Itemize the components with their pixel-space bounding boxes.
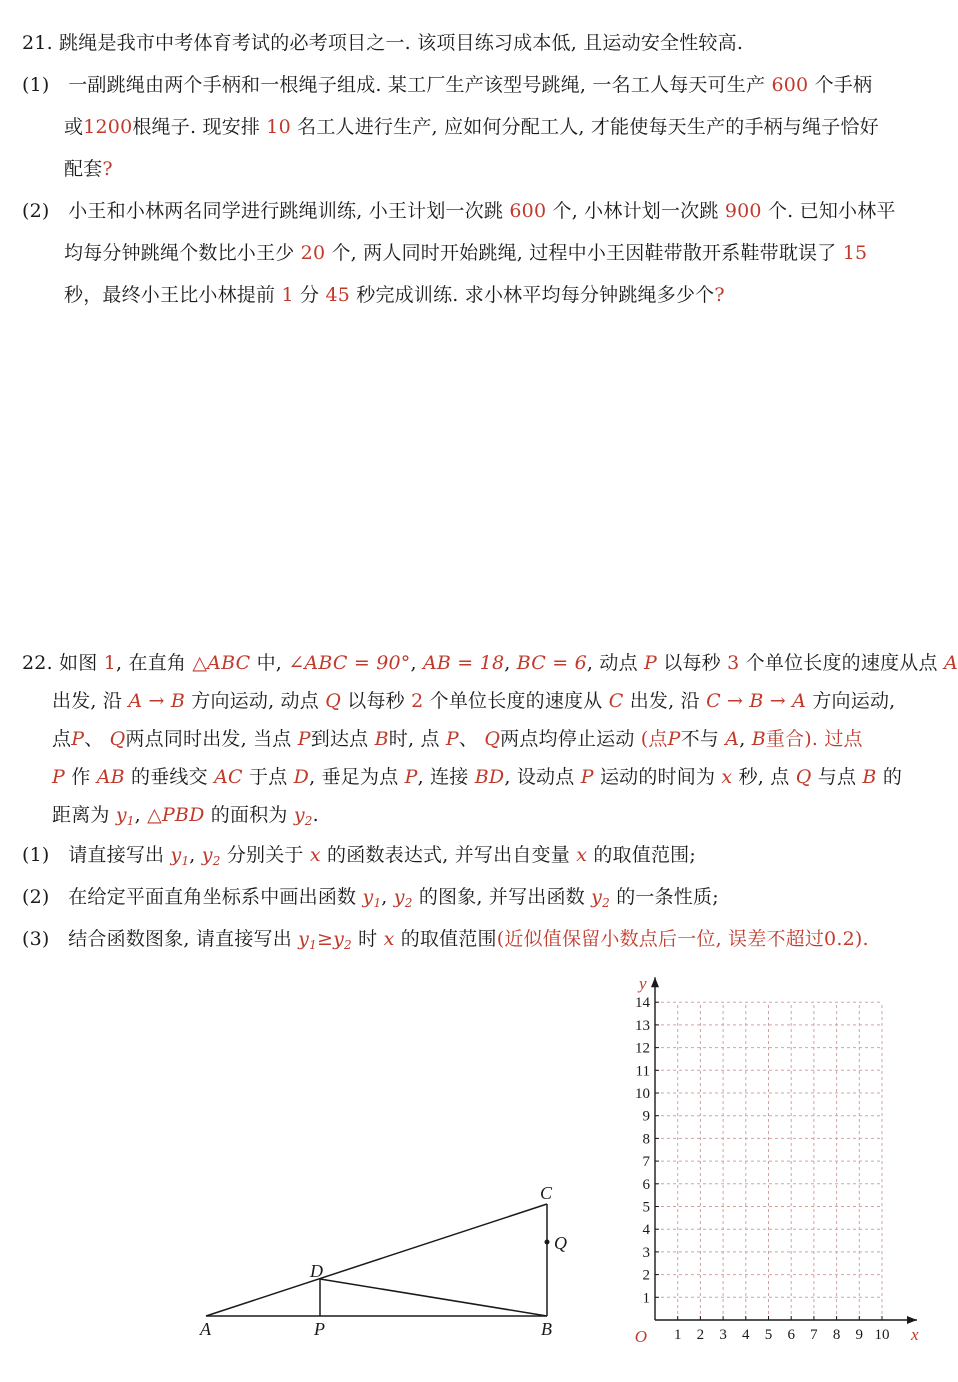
y-tick-label: 14: [635, 995, 650, 1012]
q22-part2: (2) 在给定平面直角坐标系中画出函数 $y_1$, $y_2$ 的图象, 并写出函数 $y_2$ 的一条性质;: [22, 886, 719, 910]
y-tick-label: 5: [642, 1199, 650, 1216]
q22-line1: 22. 如图 1, 在直角 △ABC 中, ∠ABC = 90°, AB = 18, BC = 6, 动点 P 以每秒 3 个单位长度的速度从点 A: [22, 652, 958, 674]
coordinate-grid: [625, 965, 930, 1355]
x-tick-label: 10: [874, 1327, 890, 1343]
q21-title: 21. 跳绳是我市中考体育考试的必考项目之一. 该项目练习成本低, 且运动安全性较高.: [22, 32, 744, 54]
grid-lines: [655, 1002, 882, 1320]
segment-bd: [320, 1279, 547, 1316]
label-p: P: [314, 1319, 325, 1339]
x-tick-label: 9: [855, 1327, 864, 1343]
y-tick-label: 1: [642, 1290, 650, 1307]
q21-part1-line1: (1) 一副跳绳由两个手柄和一根绳子组成. 某工厂生产该型号跳绳, 一名工人每天可生产 600 个手柄: [22, 74, 873, 96]
y-axis-label: y: [639, 974, 647, 994]
segment-ac: [206, 1204, 547, 1316]
q21-part2-line3: 秒，最终小王比小林提前 1 分 45 秒完成训练. 求小林平均每分钟跳绳多少个?: [64, 284, 725, 306]
y-tick-label: 9: [642, 1108, 650, 1125]
y-axis-arrow: [651, 977, 659, 987]
y-tick-label: 10: [635, 1086, 650, 1102]
y-tick-label: 13: [635, 1017, 650, 1034]
label-b: B: [541, 1319, 552, 1339]
q21-part2-line2: 均每分钟跳绳个数比小王少 20 个, 两人同时开始跳绳, 过程中小王因鞋带散开系鞋带耽误了 15: [64, 242, 868, 264]
label-c: C: [540, 1183, 553, 1203]
x-tick-label: 4: [742, 1327, 750, 1343]
y-tick-label: 8: [642, 1131, 650, 1148]
q22-line5: 距离为 $y_1$, △PBD 的面积为 $y_2$.: [52, 804, 319, 828]
y-tick-label: 6: [642, 1176, 650, 1193]
q21-part2-line1: (2) 小王和小林两名同学进行跳绳训练, 小王计划一次跳 600 个, 小林计划一次跳 900 个. 已知小林平: [22, 200, 896, 222]
q22-line4: P 作 AB 的垂线交 AC 于点 D, 垂足为点 P, 连接 BD, 设动点 P 运动的时间为 x 秒, 点 Q 与点 B 的: [52, 766, 903, 788]
x-tick-label: 3: [719, 1327, 727, 1343]
q22-part1: (1) 请直接写出 $y_1$, $y_2$ 分别关于 x 的函数表达式, 并写出自变量 x 的取值范围;: [22, 844, 696, 868]
triangle-figure: [190, 1175, 590, 1355]
x-tick-label: 6: [787, 1327, 795, 1343]
label-d: D: [310, 1261, 323, 1281]
x-tick-label: 7: [810, 1327, 818, 1343]
x-axis-arrow: [907, 1316, 917, 1324]
q21-part1-line2: 或1200根绳子. 现安排 10 名工人进行生产, 应如何分配工人, 才能使每天生产的手柄与绳子恰好: [64, 116, 879, 138]
x-tick-label: 2: [696, 1327, 705, 1343]
y-tick-label: 4: [642, 1222, 650, 1239]
q21-part1-line3: 配套?: [64, 158, 113, 180]
point-q-dot: [545, 1240, 550, 1245]
x-tick-label: 8: [832, 1327, 841, 1343]
q22-part3: (3) 结合函数图象, 请直接写出 $y_1\ge y_2$ 时 x 的取值范围(近似值保留小数点后一位, 误差不超过0.2).: [22, 928, 869, 952]
x-axis-label: x: [911, 1325, 919, 1344]
y-tick-label: 2: [642, 1267, 650, 1284]
y-tick-label: 11: [635, 1063, 650, 1080]
label-q: Q: [554, 1233, 567, 1253]
origin-label: O: [634, 1327, 647, 1346]
axes: [651, 977, 917, 1324]
y-tick-label: 7: [642, 1154, 650, 1171]
y-tick-label: 12: [635, 1040, 650, 1057]
label-a: A: [200, 1319, 211, 1339]
x-tick-label: 5: [764, 1327, 773, 1343]
y-tick-label: 3: [642, 1244, 650, 1261]
x-tick-label: 1: [673, 1327, 682, 1343]
q22-line3: 点P、 Q两点同时出发, 当点 P到达点 B时, 点 P、 Q两点均停止运动 (点P不与 A, B重合). 过点: [52, 728, 863, 750]
q22-line2: 出发, 沿 A → B 方向运动, 动点 Q 以每秒 2 个单位长度的速度从 C 出发, 沿 C → B → A 方向运动,: [52, 690, 896, 712]
